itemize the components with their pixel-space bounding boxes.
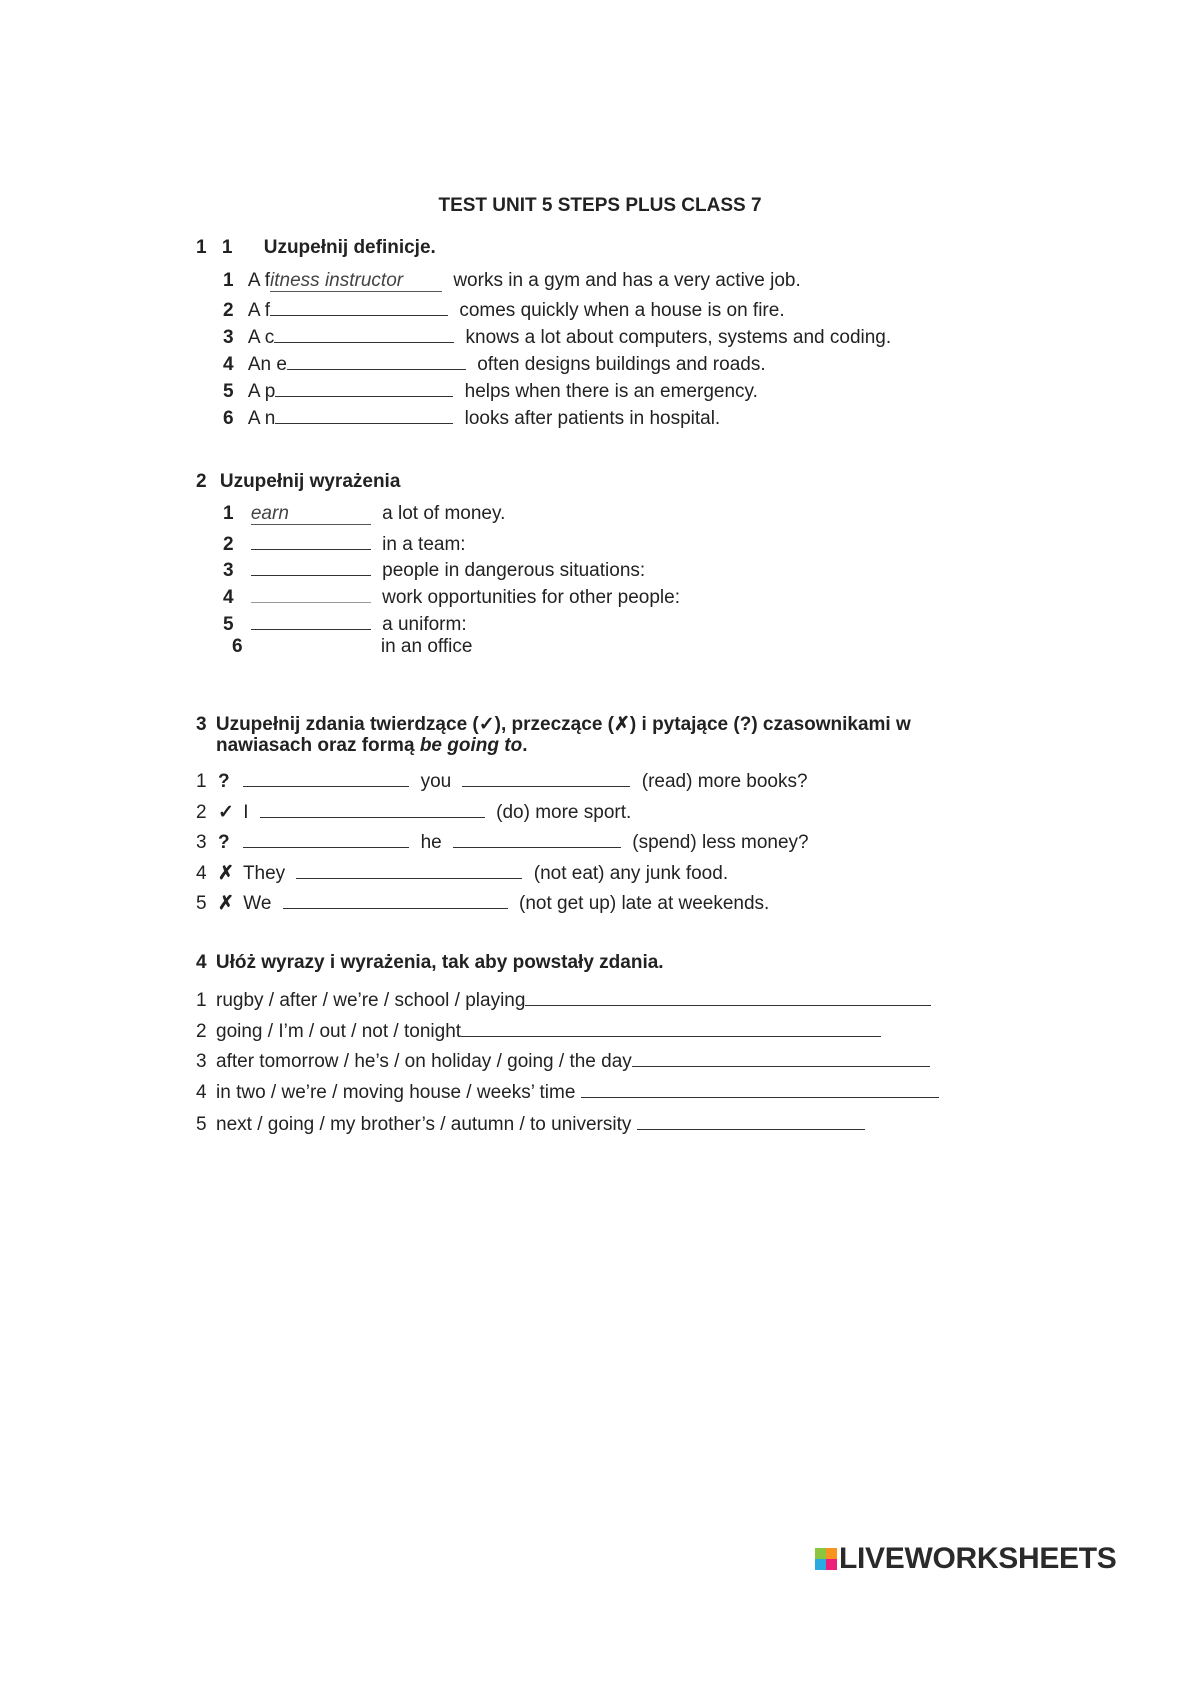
logo-tile-pink: [826, 1559, 837, 1570]
item-prefix: An e: [247, 354, 287, 375]
answer-blank[interactable]: [275, 405, 453, 424]
section-2-number: 2: [196, 471, 207, 492]
item-text: comes quickly when a house is on fire.: [459, 300, 785, 321]
answer-blank-filled[interactable]: itness instructor: [270, 271, 442, 292]
item-number: 3: [223, 327, 234, 348]
answer-blank[interactable]: [275, 378, 453, 397]
item-text: work opportunities for other people:: [382, 587, 680, 608]
section-3-number: 3: [196, 714, 207, 735]
section-4-instruction: Ułóż wyrazy i wyrażenia, tak aby powstały zdania.: [215, 952, 664, 973]
answer-blank[interactable]: [283, 890, 508, 909]
section-1-item: [223, 351, 766, 373]
answer-blank[interactable]: [461, 1018, 881, 1037]
section-4-item: [196, 1048, 930, 1070]
answer-blank[interactable]: [243, 768, 409, 787]
section-3-item: [196, 890, 769, 912]
section-4-item: [196, 1079, 939, 1101]
section-4-item: [196, 1018, 881, 1040]
item-number: 1: [196, 771, 207, 792]
section-4-heading: [196, 952, 664, 974]
answer-blank[interactable]: [243, 829, 409, 848]
answer-blank[interactable]: [462, 768, 630, 787]
item-text: helps when there is an emergency.: [464, 381, 758, 402]
item-subject: I: [243, 802, 249, 823]
cross-mark-icon: ✗: [218, 863, 234, 884]
section-1-item: [223, 297, 785, 319]
section-3-instruction-line2: nawiasach oraz formą: [216, 735, 415, 756]
question-mark-icon: ?: [218, 832, 230, 853]
item-text: (spend) less money?: [632, 832, 809, 853]
item-text: people in dangerous situations:: [382, 560, 646, 581]
section-3-heading-continued: [216, 735, 527, 757]
item-number: 5: [223, 614, 234, 635]
section-1-item: [223, 378, 758, 400]
section-3-item: [196, 860, 728, 882]
item-number: 2: [196, 1021, 207, 1042]
section-4-number: 4: [196, 952, 207, 973]
item-number: 5: [223, 381, 234, 402]
item-number: 1: [223, 503, 234, 524]
section-2-item: [223, 611, 467, 633]
section-4-item: [196, 987, 931, 1009]
item-number: 5: [196, 1114, 207, 1135]
section-3-instruction-end: .: [522, 735, 528, 756]
item-prefix: A p: [247, 381, 276, 402]
item-text: in an office: [380, 636, 473, 657]
section-1-subnumber: 1: [221, 237, 233, 258]
answer-blank[interactable]: [296, 860, 522, 879]
item-text: (not get up) late at weekends.: [519, 893, 770, 914]
answer-blank[interactable]: [251, 611, 371, 630]
item-number: 1: [223, 270, 234, 291]
item-number: 5: [196, 893, 207, 914]
item-number: 3: [223, 560, 234, 581]
item-prefix: A c: [247, 327, 275, 348]
section-3-instruction-italic: be going to: [419, 735, 523, 756]
item-number: 4: [196, 1082, 207, 1103]
section-2-item: [223, 557, 645, 579]
check-mark-icon: ✓: [218, 802, 234, 823]
item-number: 2: [223, 534, 234, 555]
answer-blank[interactable]: [287, 351, 466, 370]
item-text: works in a gym and has a very active job.: [453, 270, 801, 291]
item-text: in two / we’re / moving house / weeks’ time: [216, 1082, 576, 1103]
section-1-item: [223, 405, 720, 427]
item-number: 2: [196, 802, 207, 823]
answer-blank[interactable]: [270, 297, 448, 316]
liveworksheets-logo[interactable]: [815, 1541, 1117, 1577]
section-2-heading: [196, 471, 400, 493]
item-word: he: [420, 832, 442, 853]
item-number: 2: [223, 300, 234, 321]
item-prefix: A f: [247, 300, 271, 321]
item-text: next / going / my brother’s / autumn / to university: [216, 1114, 632, 1135]
item-number: 4: [223, 587, 234, 608]
cross-mark-icon: ✗: [218, 893, 234, 914]
section-3-item: [196, 768, 808, 790]
section-1-heading: [196, 237, 436, 259]
answer-blank[interactable]: [453, 829, 621, 848]
section-1-number: 1: [196, 237, 207, 258]
section-1-item: [223, 324, 891, 346]
item-text: rugby / after / we’re / school / playing: [216, 990, 526, 1011]
answer-blank[interactable]: [251, 584, 371, 603]
item-text: (do) more sport.: [496, 802, 632, 823]
page-title: TEST UNIT 5 STEPS PLUS CLASS 7: [438, 195, 762, 216]
answer-blank[interactable]: [251, 557, 371, 576]
item-text: going / I’m / out / not / tonight: [216, 1021, 462, 1042]
section-3-item: [196, 799, 631, 821]
answer-blank[interactable]: [525, 987, 931, 1006]
item-prefix: A f: [247, 270, 271, 291]
item-number: 1: [196, 990, 207, 1011]
item-number: 4: [223, 354, 234, 375]
answer-blank-filled[interactable]: earn: [251, 504, 371, 525]
answer-blank[interactable]: [260, 799, 485, 818]
item-text: knows a lot about computers, systems and coding.: [465, 327, 892, 348]
item-word: you: [420, 771, 452, 792]
logo-tile-blue: [815, 1559, 826, 1570]
item-text: often designs buildings and roads.: [477, 354, 766, 375]
section-1-item: [223, 270, 801, 292]
section-4-item: [196, 1111, 865, 1133]
logo-tile-green: [815, 1548, 826, 1559]
question-mark-icon: ?: [218, 771, 230, 792]
item-text: a uniform:: [382, 614, 467, 635]
liveworksheets-logo-icon: [815, 1548, 837, 1570]
item-text: (not eat) any junk food.: [533, 863, 729, 884]
section-1-instruction: Uzupełnij definicje.: [263, 237, 436, 258]
section-2-item: [223, 503, 505, 525]
item-number: 3: [196, 1051, 207, 1072]
logo-tile-orange: [826, 1548, 837, 1559]
item-text: (read) more books?: [641, 771, 808, 792]
item-subject: They: [242, 863, 286, 884]
section-2-item: [223, 531, 466, 553]
section-3-heading: [196, 714, 911, 736]
item-number: 6: [223, 408, 234, 429]
item-text: in a team:: [382, 534, 466, 555]
answer-blank[interactable]: [637, 1111, 865, 1130]
item-number: 6: [232, 636, 243, 657]
item-prefix: A n: [247, 408, 276, 429]
answer-blank[interactable]: [251, 531, 371, 550]
item-text: a lot of money.: [382, 503, 506, 524]
answer-blank[interactable]: [274, 324, 454, 343]
section-3-instruction: Uzupełnij zdania twierdzące (✓), przeczące (✗) i pytające (?) czasownikami w: [215, 714, 911, 735]
logo-text: LIVEWORKSHEETS: [839, 1542, 1117, 1575]
section-2-item: [223, 584, 680, 606]
item-text: looks after patients in hospital.: [464, 408, 721, 429]
item-number: 4: [196, 863, 207, 884]
answer-blank[interactable]: [632, 1048, 930, 1067]
item-text: after tomorrow / he’s / on holiday / going / the day: [216, 1051, 632, 1072]
section-2-instruction: Uzupełnij wyrażenia: [219, 471, 401, 492]
section-3-item: [196, 829, 809, 851]
answer-blank[interactable]: [581, 1079, 939, 1098]
item-number: 3: [196, 832, 207, 853]
item-subject: We: [243, 893, 272, 914]
section-2-item: [232, 636, 472, 658]
